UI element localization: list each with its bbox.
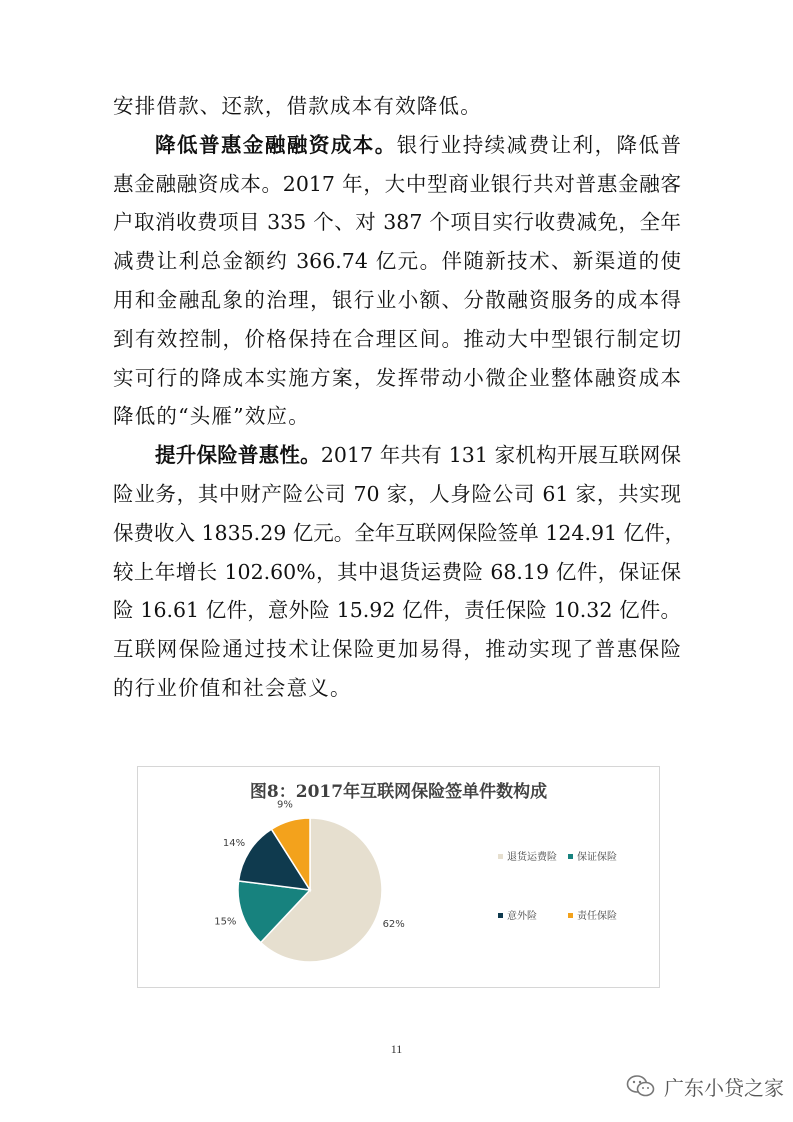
paragraph-first-line bbox=[113, 131, 681, 159]
paragraph-line: 互联网保险通过技术让保险更加易得，推动实现了普惠保险 bbox=[113, 637, 681, 662]
legend-swatch bbox=[568, 913, 573, 918]
paragraph-line: 较上年增长 102.60%，其中退货运费险 68.19 亿件，保证保 bbox=[113, 559, 681, 584]
pie-data-label: 14% bbox=[222, 837, 246, 849]
paragraph-line: 安排借款、还款，借款成本有效降低。 bbox=[113, 94, 482, 118]
paragraph-line: 险 16.61 亿件，意外险 15.92 亿件，责任保险 10.32 亿件。 bbox=[113, 598, 681, 623]
pie-data-label: 15% bbox=[214, 916, 237, 928]
paragraph-line: 实可行的降成本实施方案，发挥带动小微企业整体融资成本 bbox=[113, 365, 681, 390]
legend-label: 意外险 bbox=[507, 911, 537, 922]
legend-label: 退货运费险 bbox=[507, 852, 557, 863]
paragraph-line: 用和金融乱象的治理，银行业小额、分散融资服务的成本得 bbox=[113, 287, 681, 312]
document-body bbox=[113, 92, 686, 713]
legend-swatch bbox=[498, 854, 503, 859]
paragraph-first-line bbox=[113, 441, 681, 469]
paragraph-line: 险业务，其中财产险公司 70 家，人身险公司 61 家，共实现 bbox=[113, 481, 681, 506]
pie-data-label: 9% bbox=[276, 799, 293, 811]
pie-chart-canvas bbox=[138, 767, 659, 987]
paragraph-line: 的行业价值和社会意义。 bbox=[113, 675, 352, 700]
paragraph-line: 降低的“头雁”效应。 bbox=[113, 404, 310, 429]
pie-chart bbox=[137, 766, 660, 988]
paragraph-line: 减费让利总金额约 366.74 亿元。伴随新技术、新渠道的使 bbox=[113, 249, 681, 274]
paragraph-line: 惠金融融资成本。2017 年，大中型商业银行共对普惠金融客 bbox=[113, 171, 681, 196]
watermark bbox=[626, 1072, 784, 1100]
wechat-icon bbox=[626, 1073, 656, 1099]
paragraph-line: 户取消收费项目 335 个、对 387 个项目实行收费减免，全年 bbox=[113, 210, 681, 235]
legend-label: 责任保险 bbox=[577, 911, 617, 922]
pie-data-label: 62% bbox=[382, 919, 405, 931]
watermark-text: 广东小贷之家 bbox=[664, 1075, 784, 1100]
paragraph-heading: 降低普惠金融融资成本。 bbox=[155, 132, 397, 157]
paragraph-line: 保费收入 1835.29 亿元。全年互联网保险签单 124.91 亿件， bbox=[113, 520, 686, 545]
legend-swatch bbox=[568, 854, 573, 859]
paragraph-heading: 提升保险普惠性。 bbox=[155, 443, 321, 468]
legend-label: 保证保险 bbox=[577, 852, 617, 863]
paragraph-text: 银行业持续减费让利，降低普 bbox=[396, 132, 682, 157]
page-number: 11 bbox=[390, 1042, 403, 1056]
chart-title: 图8：2017年互联网保险签单件数构成 bbox=[249, 782, 548, 802]
paragraph-text: 2017 年共有 131 家机构开展互联网保 bbox=[320, 443, 681, 468]
paragraph-line: 到有效控制，价格保持在合理区间。推动大中型银行制定切 bbox=[113, 326, 681, 351]
legend-swatch bbox=[498, 913, 503, 918]
